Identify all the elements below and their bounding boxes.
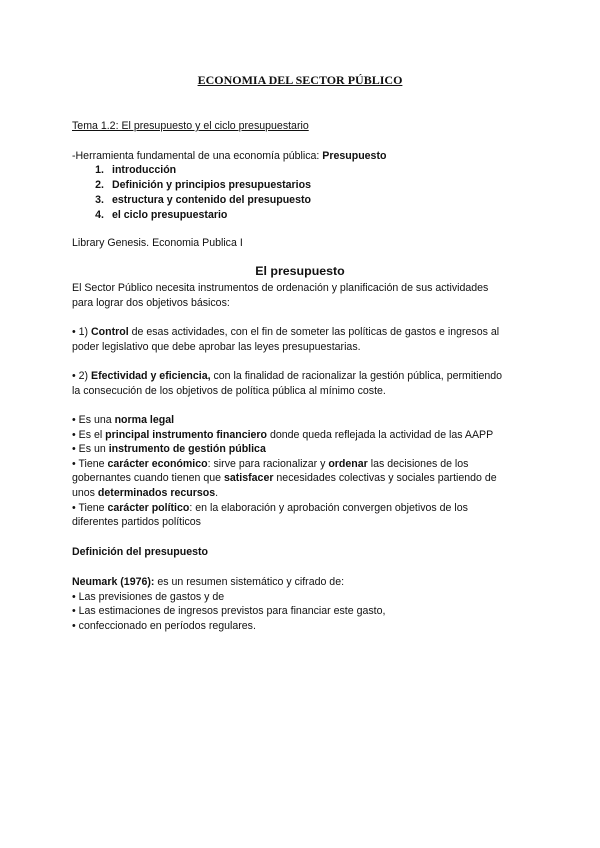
bullet-bold: satisfacer [223,472,274,485]
bullet-bold: norma legal [114,414,175,426]
bullet-bold: instrumento de gestión pública [108,443,266,456]
objective-prefix: • 2) [72,370,92,382]
neumark-bold: Neumark (1976): [72,576,155,588]
outline-item [72,193,532,208]
outline-item [72,208,532,223]
objective-bold: Control [91,326,129,338]
section-title: El presupuesto [255,264,345,278]
outline-num: 4. [95,209,104,221]
objective-line [72,369,532,384]
paragraph-line: para lograr dos objetivos básicos: [72,296,230,309]
definition-heading: Definición del presupuesto [72,546,208,558]
objective-1 [72,325,532,354]
bullet-rest: las decisiones de los [367,457,469,470]
bullet-prefix: unos [72,486,98,499]
outline-num: 1. [95,164,104,176]
intro-line [72,149,532,164]
tema-text: Tema 1.2: El presupuesto y el ciclo presupuestario [72,120,309,132]
outline-item [72,163,532,178]
bullet-item [72,442,532,457]
intro-bold: Presupuesto [322,150,387,162]
objective-rest: de esas actividades, con el fin de someter las políticas de gastos e ingresos al [128,326,500,338]
objective-line: poder legislativo que debe aprobar las leyes presupuestarias. [72,340,361,353]
bullet-rest: . [215,486,219,499]
bullet-continuation: diferentes partidos políticos [72,516,201,529]
bullet-mid: : sirve para racionalizar y [207,457,329,470]
source-line: Library Genesis. Economia Publica I [72,237,243,249]
neumark-item: • Las previsiones de gastos y de [72,590,225,603]
intro-paragraph [72,281,532,310]
bullet-prefix: • Es una [72,414,115,426]
objective-rest: con la finalidad de racionalizar la gestión pública, permitiendo [210,370,503,382]
outline-text: el ciclo presupuestario [112,209,228,221]
characteristics-list [72,413,532,530]
outline-text: introducción [112,164,177,176]
outline-list [72,163,532,223]
bullet-bold: carácter económico [107,457,208,470]
neumark-definition [72,575,532,633]
bullet-continuation [72,486,532,501]
bullet-item [72,501,532,516]
bullet-bold: ordenar [328,457,368,470]
bullet-prefix: • Es el [72,428,106,441]
bullet-bold: carácter político [107,501,190,514]
bullet-continuation [72,471,532,486]
objective-line: la consecución de los objetivos de política pública al mínimo coste. [72,384,386,397]
bullet-item [72,428,532,443]
tema-heading [72,119,532,134]
neumark-line [72,575,532,590]
neumark-item: • confeccionado en períodos regulares. [72,619,256,632]
objective-bold: Efectividad y eficiencia, [91,370,211,382]
outline-item [72,178,532,193]
bullet-rest: donde queda reflejada la actividad de las AAPP [267,428,494,441]
bullet-bold: determinados recursos [97,486,216,499]
outline-num: 2. [95,179,104,191]
objective-prefix: • 1) [72,326,92,338]
outline-text: estructura y contenido del presupuesto [112,194,311,206]
bullet-item [72,413,532,428]
bullet-item [72,457,532,472]
bullet-prefix: • Es un [72,443,109,456]
outline-text: Definición y principios presupuestarios [112,179,311,191]
neumark-rest: es un resumen sistemático y cifrado de: [154,576,345,588]
objective-2 [72,369,532,398]
bullet-rest: necesidades colectivas y sociales partiendo de [273,472,497,485]
outline-num: 3. [95,194,104,206]
bullet-prefix: • Tiene [72,457,108,470]
bullet-prefix: • Tiene [72,501,108,514]
objective-line [72,325,532,340]
bullet-bold: principal instrumento financiero [105,428,268,441]
intro-prefix: -Herramienta fundamental de una economía pública: [72,150,323,162]
document-title: ECONOMIA DEL SECTOR PÚBLICO [197,73,403,87]
bullet-prefix: gobernantes cuando tienen que [72,472,224,485]
neumark-item: • Las estimaciones de ingresos previstos para financiar este gasto, [72,605,386,618]
bullet-rest: : en la elaboración y aprobación convergen objetivos de los [189,501,468,514]
paragraph-line: El Sector Público necesita instrumentos de ordenación y planificación de sus actividades [72,282,489,294]
